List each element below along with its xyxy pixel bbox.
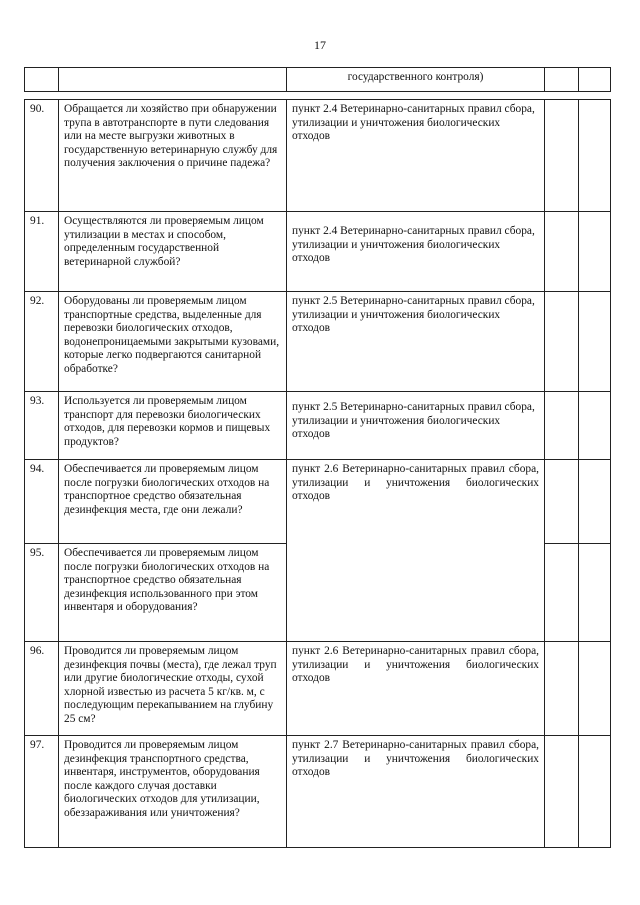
table-row <box>25 92 611 100</box>
table-row <box>25 392 611 460</box>
question-cell: Проводится ли проверяемым лицом дезинфекция почвы (места), где лежал труп или другие биологические отходы, сухой хлорной известью из расчета 5 кг/кв. м, с последующим перекапыванием на глубину 25 см? <box>59 642 287 736</box>
number-cell: 95. <box>25 544 59 642</box>
basis-cell <box>287 392 545 460</box>
note-cell <box>579 292 611 392</box>
row-gap <box>25 92 611 100</box>
number-cell: 92. <box>25 292 59 392</box>
answer-cell <box>545 392 579 460</box>
basis-cell: пункт 2.7 Ветеринарно-санитарных правил сбора, утилизации и уничтожения биологических отходов <box>287 736 545 848</box>
page-number: 17 <box>314 38 326 52</box>
number-cell: 96. <box>25 642 59 736</box>
basis-cell: пункт 2.5 Ветеринарно-санитарных правил сбора, утилизации и уничтожения биологических отходов <box>287 292 545 392</box>
question-cell: Оборудованы ли проверяемым лицом транспортные средства, выделенные для перевозки биологических отходов, водонепроницаемыми закрытыми кузовами, которые легко подвергаются санитарной обработке? <box>59 292 287 392</box>
note-cell <box>579 736 611 848</box>
table-row <box>25 292 611 392</box>
number-cell: 97. <box>25 736 59 848</box>
table-row <box>25 544 611 642</box>
number-cell: 93. <box>25 392 59 460</box>
note-cell <box>579 392 611 460</box>
table-row <box>25 212 611 292</box>
table-row <box>25 460 611 544</box>
number-cell: 94. <box>25 460 59 544</box>
answer-cell <box>545 100 579 212</box>
basis-text: пункт 2.5 Ветеринарно-санитарных правил сбора, утилизации и уничтожения биологических отходов <box>292 401 535 441</box>
note-cell <box>579 544 611 642</box>
note-cell <box>579 68 611 92</box>
basis-cell <box>287 212 545 292</box>
question-cell: Проводится ли проверяемым лицом дезинфекция транспортного средства, инвентаря, инструментов, оборудования после каждого случая доставки биологических отходов для утилизации, обеззараживания или уничтожения? <box>59 736 287 848</box>
number-cell: 91. <box>25 212 59 292</box>
basis-cell: пункт 2.6 Ветеринарно-санитарных правил сбора, утилизации и уничтожения биологических отходов <box>287 642 545 736</box>
answer-cell <box>545 642 579 736</box>
basis-cell: пункт 2.6 Ветеринарно-санитарных правил сбора, утилизации и уничтожения биологических отходов <box>287 460 545 544</box>
answer-cell <box>545 736 579 848</box>
question-cell <box>59 68 287 92</box>
note-cell <box>579 100 611 212</box>
answer-cell <box>545 460 579 544</box>
answer-cell <box>545 212 579 292</box>
question-cell: Обращается ли хозяйство при обнаружении трупа в автотранспорте в пути следования или на месте выгрузки животных в государственную ветеринарную службу для получения заключения о причине падежа? <box>59 100 287 212</box>
table-row <box>25 100 611 212</box>
question-cell: Осуществляются ли проверяемым лицом утилизации в местах и способом, определенным государственной ветеринарной службой? <box>59 212 287 292</box>
question-cell: Обеспечивается ли проверяемым лицом после погрузки биологических отходов на транспортное средство обязательная дезинфекция места, где они лежали? <box>59 460 287 544</box>
table-row <box>25 642 611 736</box>
basis-text: пункт 2.4 Ветеринарно-санитарных правил сбора, утилизации и уничтожения биологических отходов <box>292 225 535 265</box>
note-cell <box>579 642 611 736</box>
note-cell <box>579 460 611 544</box>
note-cell <box>579 212 611 292</box>
basis-cell <box>287 544 545 642</box>
table-row <box>25 68 611 92</box>
answer-cell <box>545 68 579 92</box>
checklist-table <box>24 67 611 848</box>
answer-cell <box>545 544 579 642</box>
answer-cell <box>545 292 579 392</box>
question-cell: Используется ли проверяемым лицом транспорт для перевозки биологических отходов, для перевозки кормов и пищевых продуктов? <box>59 392 287 460</box>
number-cell <box>25 68 59 92</box>
basis-cell: государственного контроля) <box>287 68 545 92</box>
table-row <box>25 736 611 848</box>
number-cell: 90. <box>25 100 59 212</box>
basis-cell: пункт 2.4 Ветеринарно-санитарных правил сбора, утилизации и уничтожения биологических отходов <box>287 100 545 212</box>
question-cell: Обеспечивается ли проверяемым лицом после погрузки биологических отходов на транспортное средство обязательная дезинфекция использованного при этом инвентаря и оборудования? <box>59 544 287 642</box>
